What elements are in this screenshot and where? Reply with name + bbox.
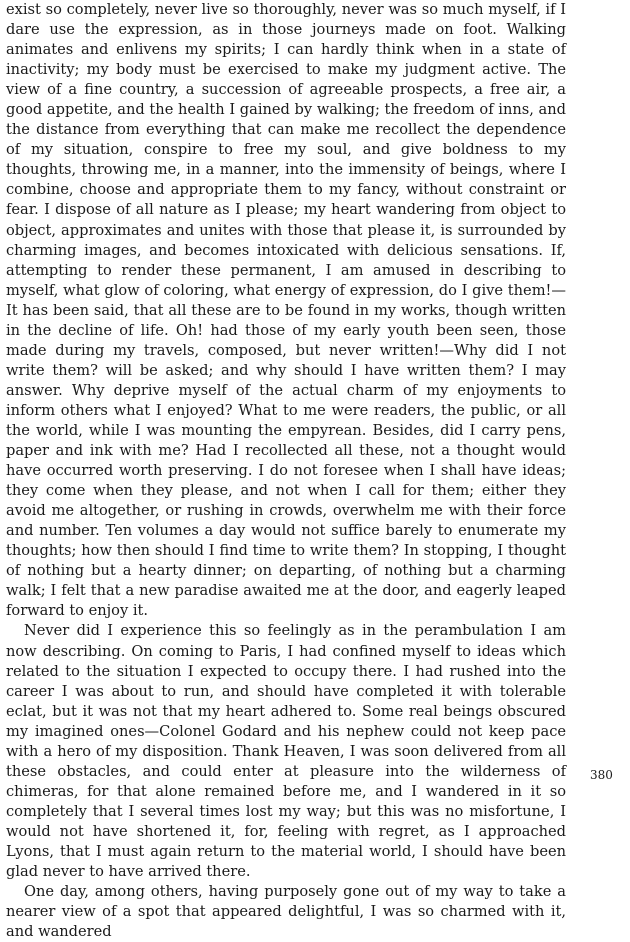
page-number: 380	[590, 768, 613, 782]
paragraph-continued: exist so completely, never live so thoroughly, never was so much myself, if I dare use the expression, as in those journeys made on foot. Walking animates and enlivens my spirits; I can hardly think when in a state of inactivity; my body must be exercised to make my judgment active. The view of a fine country, a succession of agreeable prospects, a free air, a good appetite, and the health I gained by walking; the freedom of inns, and the distance from everything that can make me recollect the dependence of my situation, conspire to free my soul, and give boldness to my thoughts, throwing me, in a manner, into the immensity of beings, where I combine, choose and appropriate them to my fancy, without constraint or fear. I dispose of all nature as I please; my heart wandering from object to object, approximates and unites with those that please it, is surrounded by charming images, and becomes intoxicated with delicious sensations. If, attempting to render these permanent, I am amused in describing to myself, what glow of coloring, what energy of expression, do I give them!—It has been said, that all these are to be found in my works, though written in the decline of life. Oh! had those of my early youth been seen, those made during my travels, composed, but never written!—Why did I not write them? will be asked; and why should I have written them? I may answer. Why deprive myself of the actual charm of my enjoyments to inform others what I enjoyed? What to me were readers, the public, or all the world, while I was mounting the empyrean. Besides, did I carry pens, paper and ink with me? Had I recollected all these, not a thought would have occurred worth preserving. I do not foresee when I shall have ideas; they come when they please, and not when I call for them; either they avoid me altogether, or rushing in crowds, overwhelm me with their force and number. Ten volumes a day would not suffice barely to enumerate my thoughts; how then should I find time to write them? In stopping, I thought of nothing but a hearty dinner; on departing, of nothing but a charming walk; I felt that a new paradise awaited me at the door, and eagerly leaped forward to enjoy it.	[6, 1, 566, 620]
paragraph-one-day: One day, among others, having purposely gone out of my way to take a nearer view of a spot that appeared delightful, I was so charmed with it, and wandered	[6, 883, 566, 941]
paragraph-perambulation: Never did I experience this so feelingly as in the perambulation I am now describing. On coming to Paris, I had confined myself to ideas which related to the situation I expected to occupy there. I had rushed into the career I was about to run, and should have completed it with tolerable eclat, but it was not that my heart adhered to. Some real beings obscured my imagined ones—Colonel Godard and his nephew could not keep pace with a hero of my disposition. Thank Heaven, I was soon delivered from all these obstacles, and could enter at pleasure into the wilderness of chimeras, for that alone remained before me, and I wandered in it so completely that I several times lost my way; but this was no misfortune, I would not have shortened it, for, feeling with regret, as I approached Lyons, that I must again return to the material world, I should have been glad never to have arrived there.	[6, 622, 566, 881]
body-text	[6, 0, 566, 942]
